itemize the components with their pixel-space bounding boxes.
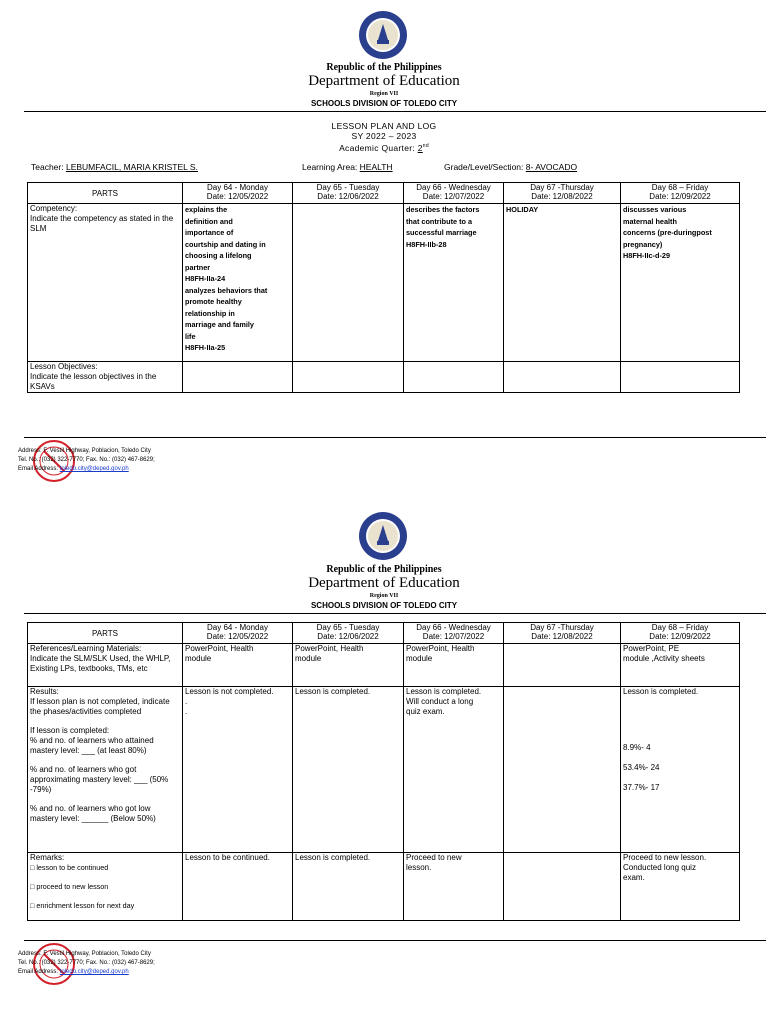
page-2: [0, 496, 768, 1008]
results-row: [28, 687, 740, 853]
cell-line: H8FH-IIc-d-29: [623, 251, 671, 260]
cell-line: Lesson to be continued.: [185, 853, 270, 862]
cell-line: lesson.: [406, 863, 432, 872]
remarks-label: Remarks:: [30, 853, 65, 862]
cell-line: choosing a lifelong: [185, 251, 252, 260]
republic-label: Republic of the Philippines: [326, 564, 442, 575]
results-desc: If lesson plan is not completed, indicate the phases/activities completed: [30, 697, 170, 716]
teacher-label: Teacher:: [31, 162, 66, 172]
objectives-wed[interactable]: [404, 362, 504, 393]
day-header: Day 65 - Tuesday Date: 12/06/2022: [293, 623, 404, 644]
competency-fri: [621, 204, 740, 362]
cell-line: marriage and family: [185, 320, 254, 329]
day-header: Day 66 - Wednesday Date: 12/07/2022: [404, 183, 504, 204]
cell-line: Proceed to new: [406, 853, 462, 862]
header-divider: [24, 613, 766, 614]
objectives-thu[interactable]: [504, 362, 621, 393]
learning-area-field: [302, 162, 393, 172]
footer: [18, 447, 155, 474]
cell-line: .: [185, 707, 188, 716]
region-label: Region VII: [369, 593, 399, 599]
cell-line: Conducted long quiz: [623, 863, 696, 872]
references-label: References/Learning Materials:: [30, 644, 142, 653]
department-title: Department of Education: [308, 575, 460, 591]
cell-line: PowerPoint, Health: [406, 644, 475, 653]
footer-address: Address: F. Vestil Highway, Poblacion, Toledo City: [18, 951, 151, 957]
footer-email-line: Email Address: toledo.city@deped.gov.ph: [18, 466, 129, 472]
cell-line: HOLIDAY: [506, 205, 539, 214]
references-wed: [404, 644, 504, 687]
cell-line: H8FH-IIb-28: [406, 239, 447, 249]
competency-thu: [504, 204, 621, 362]
day-header: Day 65 - Tuesday Date: 12/06/2022: [293, 183, 404, 204]
references-tue: [293, 644, 404, 687]
cell-line: courtship and dating in: [185, 239, 266, 249]
cell-line: partner: [185, 262, 211, 272]
cell-line: PowerPoint, Health: [295, 644, 364, 653]
cell-line: module: [406, 654, 433, 663]
cell-line: module: [185, 654, 212, 663]
competency-desc: Indicate the competency as stated in the SLM: [30, 214, 174, 233]
competency-label-cell: [28, 204, 183, 362]
objectives-fri[interactable]: [621, 362, 740, 393]
day-header: Day 68 – Friday Date: 12/09/2022: [621, 183, 740, 204]
cell-line: Lesson is completed.: [406, 687, 482, 696]
results-thu: [504, 687, 621, 853]
cell-line: quiz exam.: [406, 707, 445, 716]
cell-line: discusses various: [623, 205, 687, 214]
area-value: HEALTH: [359, 162, 393, 172]
grade-section-field: [444, 162, 577, 172]
objectives-label-cell: [28, 362, 183, 393]
day-header: Day 67 -Thursday Date: 12/08/2022: [504, 623, 621, 644]
email-link[interactable]: toledo.city@deped.gov.ph: [59, 466, 129, 472]
results-wed: [404, 687, 504, 853]
cell-line: module ,Activity sheets: [623, 654, 705, 663]
remarks-label-cell: [28, 853, 183, 921]
day-header: Day 66 - Wednesday Date: 12/07/2022: [404, 623, 504, 644]
cell-line: Lesson is not completed.: [185, 687, 274, 696]
objectives-label: Lesson Objectives:: [30, 362, 98, 371]
cell-line: that contribute to a: [406, 216, 473, 226]
cell-line: PowerPoint, Health: [185, 644, 254, 653]
competency-label: Competency:: [30, 204, 78, 213]
results-completed-label: If lesson is completed:: [30, 726, 110, 735]
results-fri-low: 37.7%- 17: [623, 783, 660, 792]
lesson-table-2: [27, 622, 740, 921]
references-desc: Indicate the SLM/SLK Used, the WHLP, Existing LPs, textbooks, TMs, etc: [30, 654, 171, 673]
results-label: Results:: [30, 687, 59, 696]
footer: [18, 950, 155, 977]
competency-wed: [404, 204, 504, 362]
cell-line: PowerPoint, PE: [623, 644, 680, 653]
remarks-row: [28, 853, 740, 921]
remarks-thu: [504, 853, 621, 921]
competency-row: [28, 204, 740, 362]
parts-header: PARTS: [28, 623, 183, 644]
quarter-value: 2: [417, 142, 423, 153]
remarks-tue: [293, 853, 404, 921]
area-label: Learning Area:: [302, 162, 360, 172]
cell-line: H8FH-IIa-24: [185, 274, 226, 283]
remark-option[interactable]: □ proceed to new lesson: [30, 882, 109, 891]
division-label: SCHOOLS DIVISION OF TOLEDO CITY: [310, 601, 458, 610]
references-row: [28, 644, 740, 687]
quarter-label: Academic Quarter:: [339, 142, 418, 153]
results-fri-mastery: 8.9%- 4: [623, 743, 651, 752]
footer-divider: [24, 437, 766, 438]
school-year: SY 2022 – 2023: [351, 131, 417, 141]
footer-divider: [24, 940, 766, 941]
department-title: Department of Education: [308, 73, 460, 89]
cell-line: .: [185, 697, 188, 706]
cell-line: analyzes behaviors that: [185, 285, 268, 295]
division-label: SCHOOLS DIVISION OF TOLEDO CITY: [310, 99, 458, 108]
remarks-fri: [621, 853, 740, 921]
cell-line: Lesson is completed.: [295, 687, 371, 696]
region-label: Region VII: [369, 91, 399, 97]
header-divider: [24, 111, 766, 112]
cell-line: exam.: [623, 873, 645, 882]
lesson-plan-title: LESSON PLAN AND LOG: [331, 121, 437, 131]
cell-line: importance of: [185, 228, 234, 237]
deped-seal-icon: [358, 511, 408, 561]
cell-line: Proceed to new lesson.: [623, 853, 707, 862]
remarks-wed: [404, 853, 504, 921]
results-approx: % and no. of learners who got approximating mastery level: ___ (50% -79%): [30, 765, 169, 794]
results-fri-approx: 53.4%- 24: [623, 763, 660, 772]
cell-line: H8FH-IIa-25: [185, 343, 226, 352]
cell-line: module: [295, 654, 322, 663]
objectives-tue[interactable]: [293, 362, 404, 393]
results-mastery: % and no. of learners who attained mastery level: ___ (at least 80%): [30, 736, 154, 755]
references-mon: [183, 644, 293, 687]
cell-line: maternal health: [623, 216, 677, 226]
cell-line: relationship in: [185, 308, 235, 318]
teacher-value: LEBUMFACIL, MARIA KRISTEL S.: [65, 162, 198, 172]
day-header: Day 64 - Monday Date: 12/05/2022: [183, 183, 293, 204]
academic-quarter: [0, 141, 768, 153]
deped-seal-icon: [358, 10, 408, 60]
references-thu: [504, 644, 621, 687]
teacher-field: [31, 162, 198, 172]
objectives-mon[interactable]: [183, 362, 293, 393]
references-fri: [621, 644, 740, 687]
table-header-row: [28, 623, 740, 644]
cell-line: promote healthy: [185, 297, 242, 306]
competency-mon: [183, 204, 293, 362]
footer-address: Address: F. Vestil Highway, Poblacion, Toledo City: [18, 448, 151, 454]
parts-header: PARTS: [28, 183, 183, 204]
footer-email-line: Email Address: toledo.city@deped.gov.ph: [18, 969, 129, 975]
grade-value: 8- AVOCADO: [525, 162, 578, 172]
day-header: Day 64 - Monday Date: 12/05/2022: [183, 623, 293, 644]
results-mon: [183, 687, 293, 853]
results-tue: [293, 687, 404, 853]
objectives-desc: Indicate the lesson objectives in the KSAVs: [30, 372, 157, 391]
email-link[interactable]: toledo.city@deped.gov.ph: [59, 969, 129, 975]
lesson-table-1: [27, 182, 740, 393]
table-header-row: [28, 183, 740, 204]
competency-tue: [293, 204, 404, 362]
cell-line: pregnancy): [623, 239, 663, 249]
footer-tel: Tel. No.: (032) 322-7770; Fax. No.: (032) 467-8629;: [18, 960, 155, 966]
republic-label: Republic of the Philippines: [326, 62, 442, 73]
quarter-sup: nd: [422, 143, 429, 149]
cell-line: life: [185, 331, 196, 341]
remarks-mon: [183, 853, 293, 921]
cell-line: describes the factors: [406, 205, 480, 214]
cell-line: Lesson is completed.: [295, 853, 371, 862]
cell-line: successful marriage: [406, 228, 477, 237]
cell-line: explains the: [185, 205, 228, 214]
references-label-cell: [28, 644, 183, 687]
day-header: Day 68 – Friday Date: 12/09/2022: [621, 623, 740, 644]
objectives-row: [28, 362, 740, 393]
results-low: % and no. of learners who got low mastery level: ______ (Below 50%): [30, 804, 156, 823]
cell-line: definition and: [185, 216, 233, 226]
results-label-cell: [28, 687, 183, 853]
grade-label: Grade/Level/Section:: [444, 162, 526, 172]
cell-line: concerns (pre-duringpost: [623, 228, 712, 237]
remark-option[interactable]: □ lesson to be continued: [30, 863, 109, 872]
results-fri: [621, 687, 740, 853]
results-fri-status: Lesson is completed.: [623, 687, 699, 696]
cell-line: Will conduct a long: [406, 697, 474, 706]
footer-tel: Tel. No.: (032) 322-7770; Fax. No.: (032) 467-8629;: [18, 457, 155, 463]
day-header: Day 67 -Thursday Date: 12/08/2022: [504, 183, 621, 204]
remark-option[interactable]: □ enrichment lesson for next day: [30, 901, 135, 910]
